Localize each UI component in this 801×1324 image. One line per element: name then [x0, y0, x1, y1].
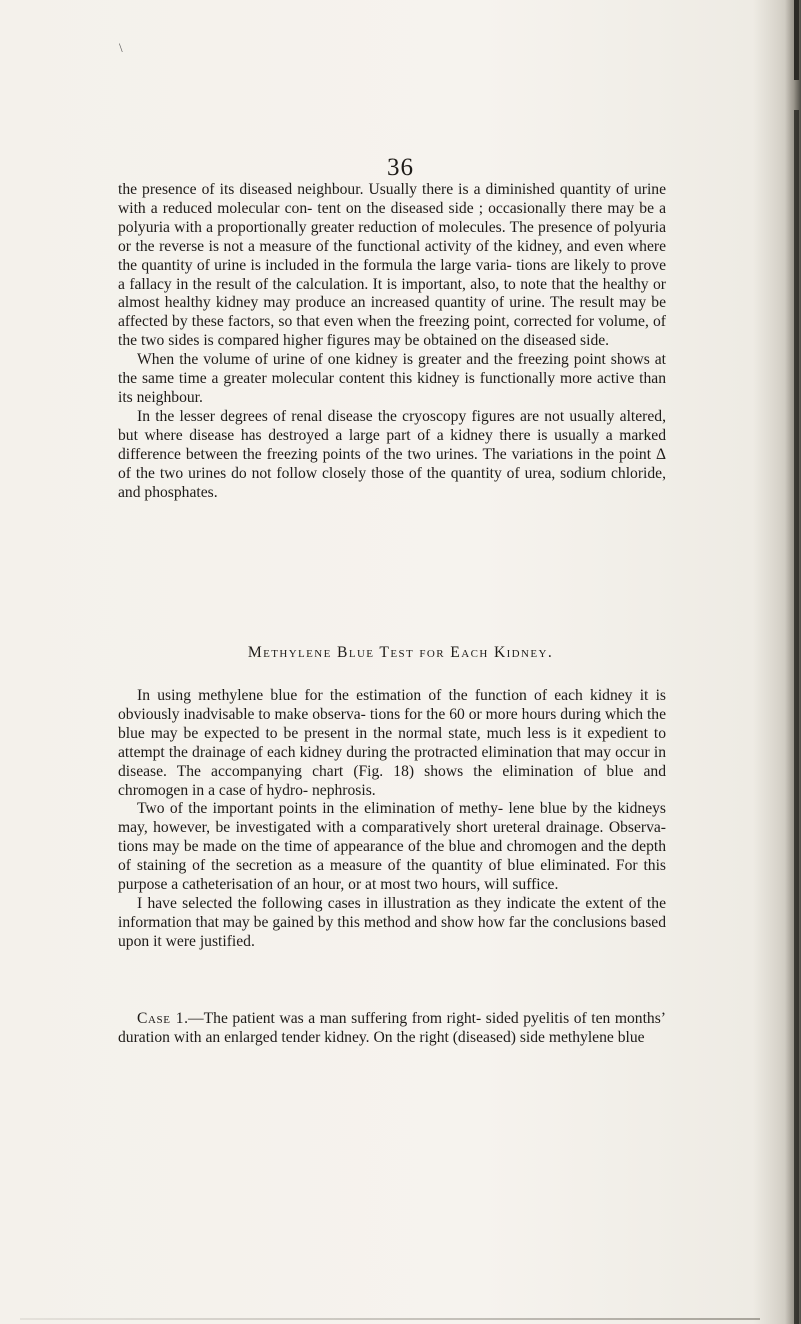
page-edge-band — [794, 110, 799, 1324]
body-text-methylene — [118, 687, 666, 952]
paragraph: the presence of its diseased neighbour. Usually there is a diminished quantity of urine with a reduced molecular con- tent on the diseased side ; occasionally there may be a polyuria with a proportionally greater reduction of molecules. The presence of polyuria or the reverse is not a measure of the functional activity of the kidney, and even where the quantity of urine is included in the formula the large varia- tions are likely to prove a fallacy in the result of the calculation. It is important, also, to note that the healthy or almost healthy kidney may produce an increased quantity of urine. The result may be affected by these factors, so that even when the freezing point, corrected for volume, of the two sides is compared higher figures may be obtained on the diseased side. — [118, 181, 666, 350]
section-heading: Methylene Blue Test for Each Kidney. — [247, 644, 554, 661]
paragraph: In the lesser degrees of renal disease the cryoscopy figures are not usually altered, but where disease has destroyed a large part of a kidney there is usually a marked difference between the freezing points of the two urines. The variations in the point Δ of the two urines do not follow closely those of the quantity of urea, sodium chloride, and phosphates. — [118, 407, 666, 501]
case-label: Case 1 — [137, 1010, 185, 1027]
case-text: .—The patient was a man suffering from right- sided pyelitis of ten months’ duration with an enlarged tender kidney. On the right (diseased) side methylene blue — [118, 1010, 666, 1046]
paragraph: In using methylene blue for the estimation of the function of each kidney it is obviously inadvisable to make observa- tions for the 60 or more hours during which the blue may be expected to be present in the normal state, much less is it expedient to attempt the drainage of each kidney during the protracted elimination that may occur in disease. The accompanying chart (Fig. 18) shows the elimination of blue and chromogen in a case of hydro- nephrosis. — [118, 687, 666, 799]
page-edge-band — [794, 0, 799, 80]
paragraph: When the volume of urine of one kidney is greater and the freezing point shows at the same time a greater molecular content this kidney is functionally more active than its neighbour. — [118, 351, 666, 406]
bottom-edge — [20, 1318, 760, 1320]
body-text-top — [118, 181, 666, 502]
stray-mark: \ — [119, 40, 123, 55]
paragraph: I have selected the following cases in illustration as they indicate the extent of the information that may be gained by this method and show how far the conclusions based upon it were justified. — [118, 894, 666, 950]
page-number: 36 — [387, 154, 414, 181]
paragraph: Two of the important points in the elimination of methy- lene blue by the kidneys may, however, be investigated with a comparatively short ureteral drainage. Observa- tions may be made on the time of appearance of the blue and chromogen and the depth of staining of the secretion as a measure of the quantity of blue eliminated. For this purpose a catheterisation of an hour, or at most two hours, will suffice. — [118, 800, 666, 894]
case-paragraph — [118, 1010, 666, 1048]
paragraph — [118, 1010, 666, 1048]
